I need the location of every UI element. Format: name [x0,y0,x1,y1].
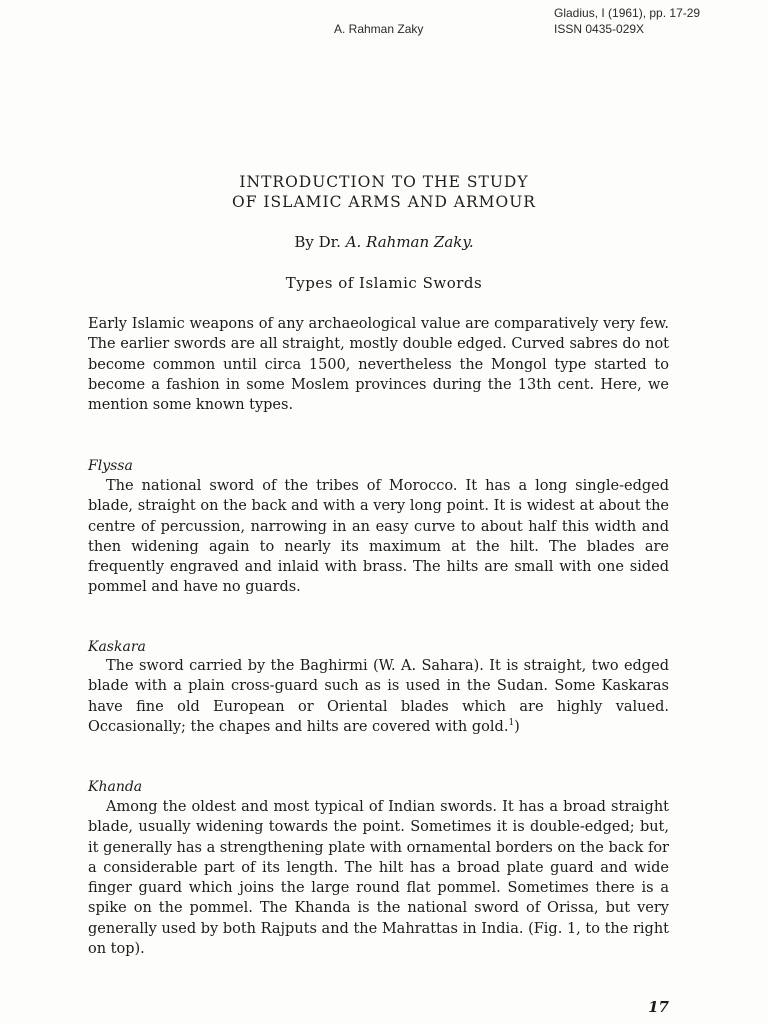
kaskara-body: The sword carried by the Baghirmi (W. A. Sahara). It is straight, two edged blade with a plain cross-guard such as is used in the Sudan. Some Kaskaras have fine old European or Oriental blades which are highly valued. Occasionally; the chapes and hilts are covered with gold. [88,658,669,735]
section-text-kaskara [88,656,669,737]
section-heading-khanda: Khanda [88,779,143,795]
byline-prefix: By Dr. [294,233,346,251]
section-text-khanda: Among the oldest and most typical of Indian swords. It has a broad straight blade, usually widening towards the point. Sometimes it is double-edged; but, it generally has a strengthening plate with ornamental borders on the back for a considerable part of its length. The hilt has a broad plate guard and wide finger guard which joins the large round flat pommel. Sometimes there is a spike on the pommel. The Khanda is the national sword of Orissa, but very generally used by both Rajputs and the Mahrattas in India. (Fig. 1, to the right on top). [88,799,669,958]
footnote-tail: ) [514,718,520,735]
section-heading-flyssa: Flyssa [88,458,133,474]
running-header-author: A. Rahman Zaky [334,22,424,36]
section-heading-kaskara: Kaskara [88,639,146,655]
article-title-line-1: INTRODUCTION TO THE STUDY [239,173,529,191]
byline [0,232,768,252]
page-number: 17 [648,998,669,1016]
issn: ISSN 0435-029X [554,22,645,36]
journal-citation: Gladius, I (1961), pp. 17-29 [554,6,701,20]
byline-author-name: A. Rahman Zaky. [345,233,474,251]
section-subtitle: Types of Islamic Swords [285,274,483,292]
intro-paragraph: Early Islamic weapons of any archaeological value are comparatively very few. The earlier swords are all straight, mostly double edged. Curved sabres do not become common until circa 1500, nevertheless the Mongol type started to become a fashion in some Moslem provinces during the 13th cent. Here, we mention some known types. [88,316,669,414]
article-title-line-2: OF ISLAMIC ARMS AND ARMOUR [232,193,536,211]
section-text-flyssa: The national sword of the tribes of Morocco. It has a long single-edged blade, straight on the back and with a very long point. It is widest at about the centre of percussion, narrowing in an easy curve to about half this width and then widening again to nearly its maximum at the hilt. The blades are frequently engraved and inlaid with brass. The hilts are small with one sided pommel and have no guards. [88,478,669,596]
footnote-ref: 1 [508,718,515,729]
